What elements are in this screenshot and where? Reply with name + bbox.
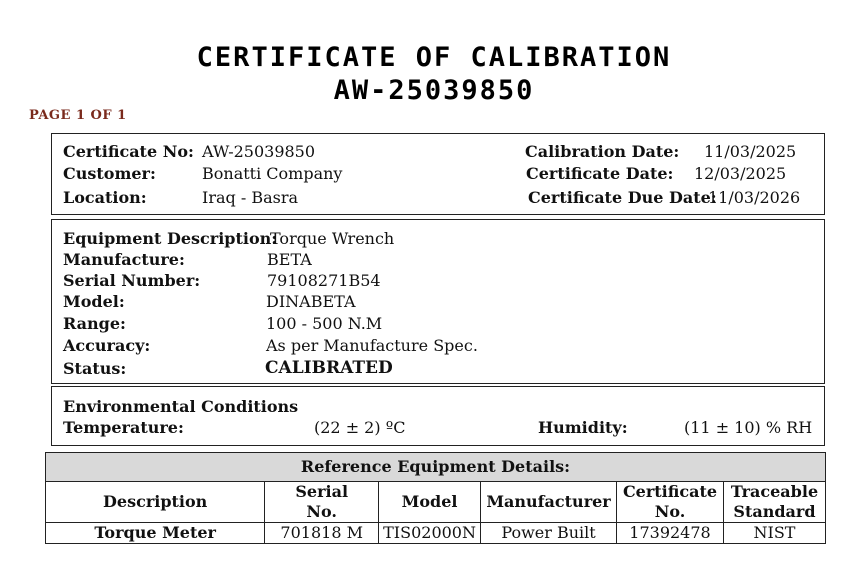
column-header-serial-line1: Serial — [295, 482, 349, 501]
location-label: Location: — [63, 188, 147, 207]
calibration-date-label: Calibration Date: — [525, 142, 680, 161]
calibration-date-value: 11/03/2025 — [704, 142, 797, 161]
certificate-date-label: Certificate Date: — [526, 164, 674, 183]
accuracy-label: Accuracy: — [63, 336, 151, 355]
column-header-manufacturer: Manufacturer — [481, 482, 617, 523]
customer-value: Bonatti Company — [202, 164, 343, 183]
model-value: DINABETA — [266, 292, 356, 311]
due-date-label: Certificate Due Date: — [528, 188, 717, 207]
certificate-info-box — [51, 133, 825, 215]
column-header-serial — [265, 482, 379, 523]
manufacture-value: BETA — [267, 250, 312, 269]
equipment-description-label: Equipment Description: — [63, 229, 278, 248]
certificate-number-label: Certificate No: — [63, 142, 194, 161]
table-row — [46, 523, 826, 544]
table-title-row — [46, 453, 826, 482]
location-value: Iraq - Basra — [202, 188, 299, 207]
manufacture-label: Manufacture: — [63, 250, 185, 269]
model-label: Model: — [63, 292, 125, 311]
row-certificate: 17392478 — [617, 523, 724, 544]
range-label: Range: — [63, 314, 126, 333]
equipment-description-value: Torque Wrench — [270, 229, 395, 248]
reference-equipment-table — [45, 452, 826, 544]
certificate-title-number: AW-25039850 — [333, 75, 535, 106]
column-header-certificate-line2: No. — [654, 502, 686, 521]
serial-number-value: 79108271B54 — [267, 271, 381, 290]
environment-heading: Environmental Conditions — [63, 397, 299, 416]
row-serial: 701818 M — [265, 523, 379, 544]
column-header-model: Model — [379, 482, 481, 523]
page-indicator: PAGE 1 OF 1 — [29, 108, 127, 123]
status-label: Status: — [63, 359, 127, 378]
humidity-value: (11 ± 10) % RH — [684, 418, 813, 437]
row-description: Torque Meter — [46, 523, 265, 544]
row-manufacturer: Power Built — [481, 523, 617, 544]
equipment-info-box — [51, 219, 825, 384]
accuracy-value: As per Manufacture Spec. — [266, 336, 478, 355]
temperature-label: Temperature: — [63, 418, 184, 437]
serial-number-label: Serial Number: — [63, 271, 201, 290]
certificate-number-value: AW-25039850 — [202, 142, 316, 161]
humidity-label: Humidity: — [538, 418, 628, 437]
table-header-row — [46, 482, 826, 523]
column-header-description: Description — [46, 482, 265, 523]
temperature-value: (22 ± 2) ºC — [314, 418, 406, 437]
row-model: TIS02000N — [379, 523, 481, 544]
column-header-traceable — [723, 482, 825, 523]
reference-heading: Reference Equipment Details: — [46, 453, 826, 482]
column-header-certificate — [617, 482, 724, 523]
status-value: CALIBRATED — [265, 358, 393, 378]
column-header-traceable-line1: Traceable — [730, 482, 819, 501]
row-traceable: NIST — [723, 523, 825, 544]
environment-box — [51, 386, 825, 446]
due-date-value: 11/03/2026 — [708, 188, 801, 207]
certificate-title: CERTIFICATE OF CALIBRATION — [196, 42, 672, 73]
column-header-serial-line2: No. — [306, 502, 337, 521]
range-value: 100 - 500 N.M — [266, 314, 383, 333]
customer-label: Customer: — [63, 164, 156, 183]
column-header-traceable-line2: Standard — [733, 502, 816, 521]
certificate-date-value: 12/03/2025 — [694, 164, 787, 183]
column-header-certificate-line1: Certificate — [622, 482, 718, 501]
